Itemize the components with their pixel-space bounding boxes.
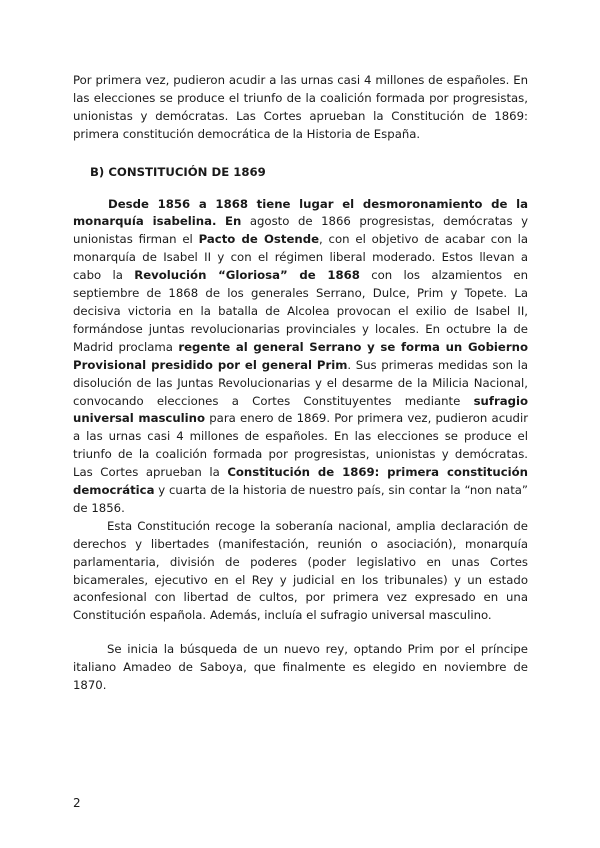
paragraph-history [73,196,528,518]
text-span: agosto de 1866 progresistas, demócratas y unionistas firman el [73,214,528,247]
bold-span: Desde 1856 a 1868 tiene lugar el desmoronamiento de la monarquía isabelina. [73,196,528,229]
section-heading: B) CONSTITUCIÓN DE 1869 [90,164,266,179]
bold-span: Constitución de 1869: primera constitución democrática [73,465,528,498]
bold-span: En [225,214,242,229]
page-number: 2 [73,796,81,810]
bold-span: sufragio universal masculino [73,393,528,426]
text-span: para enero de 1869. Por primera vez, pudieron acudir a las urnas casi 4 millones de españoles. En las elecciones se produce el triunfo de la coalición formada por progresistas, unionistas y demócratas. Las Cortes aprueban la [73,411,528,480]
bold-span: regente al general Serrano y se forma un Gobierno Provisional presidido por el general Prim [73,339,528,372]
paragraph-constitution: Esta Constitución recoge la soberanía nacional, amplia declaración de derechos y libertades (manifestación, reunión o asociación), monarquía parlamentaria, división de poderes (poder legislativo en unas Cortes bicamerales, ejecutivo en el Rey y judicial en los tribunales) y un estado aconfesional con libertad de cultos, por primera vez expresado en una Constitución española. Además, incluía el sufragio universal masculino. [73,518,528,623]
bold-span: Revolución “Gloriosa” de 1868 [134,268,360,283]
page-content [73,72,528,695]
text-span: y cuarta de la historia de nuestro país, sin contar la “non nata” de 1856. [73,483,528,515]
paragraph-new-king: Se inicia la búsqueda de un nuevo rey, optando Prim por el príncipe italiano Amadeo de Saboya, que finalmente es elegido en noviembre de 1870. [73,642,528,693]
text-span [216,214,225,228]
bold-span: Pacto de Ostende [198,232,320,247]
text-span: con los alzamientos en septiembre de 1868 de los generales Serrano, Dulce, Prim y Topete. La decisiva victoria en la batalla de Alcolea provocan el exilio de Isabel II, formándose juntas revolucionarias provinciales y locales. En octubre la de Madrid proclama [73,268,528,354]
text-span: , con el objetivo de acabar con la monarquía de Isabel II y con el régimen liberal moderado. Estos llevan a cabo la [73,232,529,283]
intro-paragraph: Por primera vez, pudieron acudir a las urnas casi 4 millones de españoles. En las elecciones se produce el triunfo de la coalición formada por progresistas, unionistas y demócratas. Las Cortes aprueban la Constitución de 1869: primera constitución democrática de la Historia de España. [73,73,528,141]
text-span: . Sus primeras medidas son la disolución de las Juntas Revolucionarias y el desarme de la Milicia Nacional, convocando elecciones a Cortes Constituyentes mediante [73,357,528,408]
